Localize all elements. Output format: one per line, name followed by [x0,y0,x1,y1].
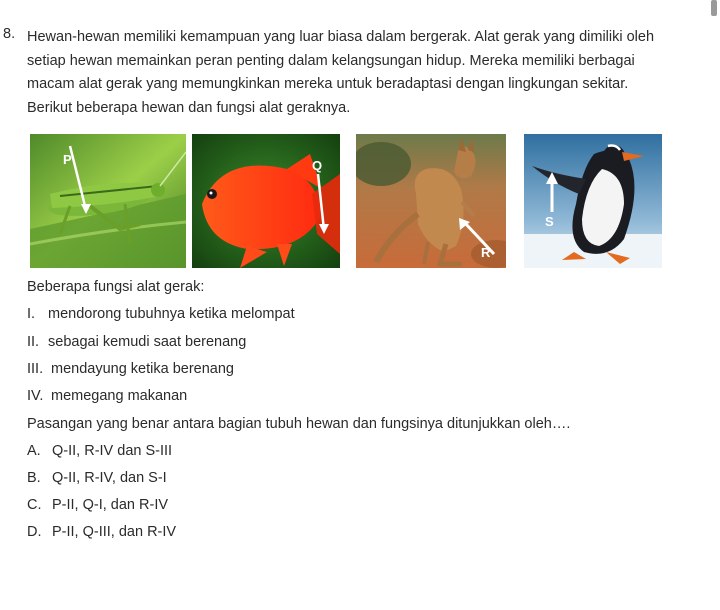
option-letter: A. [27,443,41,459]
function-number: II. [27,334,40,350]
scrollbar-thumb[interactable] [711,0,717,16]
answer-option-c[interactable] [27,497,168,513]
function-text: memegang makanan [51,388,188,404]
function-text: mendorong tubuhnya ketika melompat [48,306,295,322]
function-number: I. [27,306,36,322]
intro-line: Hewan-hewan memiliki kemampuan yang luar biasa dalam bergerak. Alat gerak yang dimiliki oleh [27,29,655,45]
function-text: mendayung ketika berenang [51,361,234,377]
function-item [27,361,234,377]
intro-line: Berikut beberapa hewan dan fungsi alat geraknya. [27,99,351,116]
image-label-s: S [545,214,554,229]
function-number: IV. [27,388,44,404]
animal-images [30,134,670,268]
kangaroo-image [356,134,506,268]
option-text: Q-II, R-IV dan S-III [52,443,173,459]
function-text: sebagai kemudi saat berenang [48,334,247,350]
answer-option-d[interactable] [27,524,176,540]
option-text: Q-II, R-IV, dan S-I [52,470,167,486]
fish-image [192,134,340,268]
option-text: P-II, Q-III, dan R-IV [52,524,177,540]
option-text: P-II, Q-I, dan R-IV [52,497,169,513]
intro-line: macam alat gerak yang memungkinkan mereka untuk beradaptasi dengan lingkungan sekitar. [27,76,629,92]
answer-option-a[interactable] [27,443,172,459]
question-intro [27,26,703,120]
function-item [27,388,187,404]
function-number: III. [27,361,44,377]
intro-line: setiap hewan memainkan peran penting dalam kelangsungan hidup. Mereka memiliki berbagai [27,52,635,69]
function-item [27,334,246,350]
option-letter: B. [27,470,41,486]
answer-option-b[interactable] [27,470,167,486]
functions-title: Beberapa fungsi alat gerak: [27,279,205,295]
grasshopper-image [30,134,186,268]
question-number: 8. [3,26,16,42]
option-letter: C. [27,497,42,513]
option-letter: D. [27,524,42,540]
image-label-p: P [63,152,72,167]
function-item [27,306,295,322]
question-prompt: Pasangan yang benar antara bagian tubuh hewan dan fungsinya ditunjukkan oleh…. [27,416,571,432]
penguin-image [524,134,662,268]
image-label-r: R [481,245,491,260]
image-label-q: Q [312,158,323,173]
